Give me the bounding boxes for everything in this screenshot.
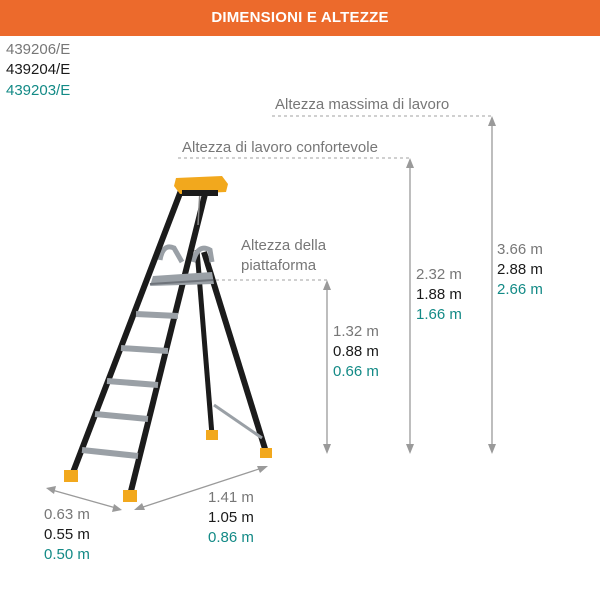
width-value-3: 0.50 m: [44, 546, 90, 563]
comfort-height-label: Altezza di lavoro confortevole: [182, 139, 378, 156]
width-value-1: 0.63 m: [44, 506, 90, 523]
max-height-values: [497, 240, 543, 300]
platform-height-arrow: [323, 280, 331, 454]
model-code-1: 439206/E: [6, 41, 71, 58]
depth-value-3: 0.86 m: [208, 529, 254, 546]
comfort-height-values: [416, 265, 462, 325]
model-code-2: 439204/E: [6, 61, 71, 78]
max-height-value-3: 2.66 m: [497, 281, 543, 298]
platform-height-values: [333, 322, 379, 382]
width-value-2: 0.55 m: [44, 526, 90, 543]
max-height-value-2: 2.88 m: [497, 261, 543, 278]
platform-height-value-1: 1.32 m: [333, 323, 379, 340]
platform-height-value-2: 0.88 m: [333, 343, 379, 360]
depth-value-1: 1.41 m: [208, 489, 254, 506]
ladder-illustration: [64, 176, 272, 502]
width-values: [44, 505, 90, 565]
max-height-value-1: 3.66 m: [497, 241, 543, 258]
platform-height-value-3: 0.66 m: [333, 363, 379, 380]
depth-value-2: 1.05 m: [208, 509, 254, 526]
comfort-height-value-2: 1.88 m: [416, 286, 462, 303]
section-header: DIMENSIONI E ALTEZZE: [0, 0, 600, 36]
platform-height-label-line2: piattaforma: [241, 257, 317, 274]
comfort-height-arrow: [406, 158, 414, 454]
platform-height-label-line1: Altezza della: [241, 237, 327, 254]
model-code-3: 439203/E: [6, 82, 71, 99]
depth-values: [208, 488, 254, 548]
comfort-height-value-1: 2.32 m: [416, 266, 462, 283]
comfort-height-value-3: 1.66 m: [416, 306, 462, 323]
max-height-arrow: [488, 116, 496, 454]
max-height-label: Altezza massima di lavoro: [275, 96, 450, 113]
